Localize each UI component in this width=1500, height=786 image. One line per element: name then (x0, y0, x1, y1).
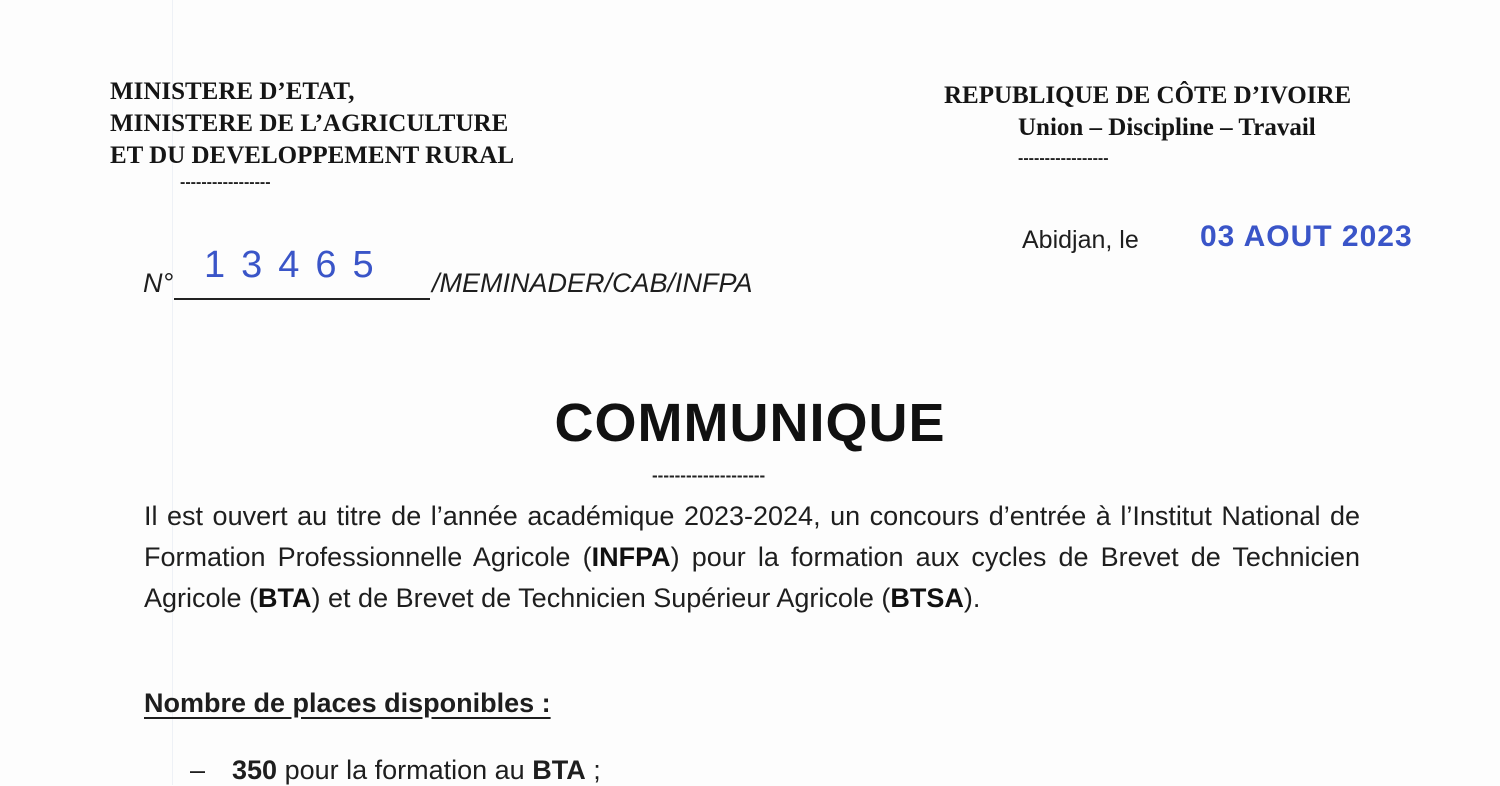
date-stamp: 03 AOUT 2023 (1200, 220, 1413, 253)
body-text-2: ) pour la formation aux cycles de Brevet de Technicien Agricole ( (144, 542, 1361, 613)
reference-number: 13465 (204, 244, 390, 286)
places-heading: Nombre de places disponibles : (144, 688, 551, 718)
republic-title: REPUBLIQUE DE CÔTE D’IVOIRE (944, 82, 1352, 109)
document-title: COMMUNIQUE (554, 393, 946, 453)
body-text-1: Il est ouvert au titre de l’année académique 2023-2024, un concours d’entrée à l’Institut National de Formation Professionnelle Agricole ( (144, 501, 1360, 572)
list-item (190, 755, 601, 786)
body-bold-btsa: BTSA (890, 583, 964, 613)
body-text-4: ). (963, 583, 981, 613)
body-bold-bta: BTA (258, 583, 312, 613)
reference-suffix: /MEMINADER/CAB/INFPA (432, 268, 753, 298)
places-count: 350 (232, 755, 278, 785)
body-paragraph (144, 496, 1360, 619)
republic-separator: ----------------- (1018, 150, 1109, 167)
ministry-line-3: ET DU DEVELOPPEMENT RURAL (110, 142, 514, 169)
ministry-separator: ----------------- (180, 174, 271, 191)
ministry-line-2: MINISTERE DE L’AGRICULTURE (110, 110, 509, 137)
date-prefix: Abidjan, le (1022, 226, 1139, 254)
republic-motto: Union – Discipline – Travail (1018, 114, 1316, 141)
body-text-3: ) et de Brevet de Technicien Supérieur Agricole ( (311, 583, 891, 613)
ministry-line-1: MINISTERE D’ETAT, (110, 78, 355, 105)
title-separator: -------------------- (652, 466, 766, 485)
places-cycle: BTA (532, 755, 586, 785)
list-dash: – (190, 755, 206, 785)
reference-underline (174, 298, 430, 300)
places-end: ; (585, 755, 601, 785)
places-text: pour la formation au (277, 755, 533, 785)
reference-prefix: N° (143, 268, 174, 298)
body-bold-infpa: INFPA (591, 542, 671, 572)
